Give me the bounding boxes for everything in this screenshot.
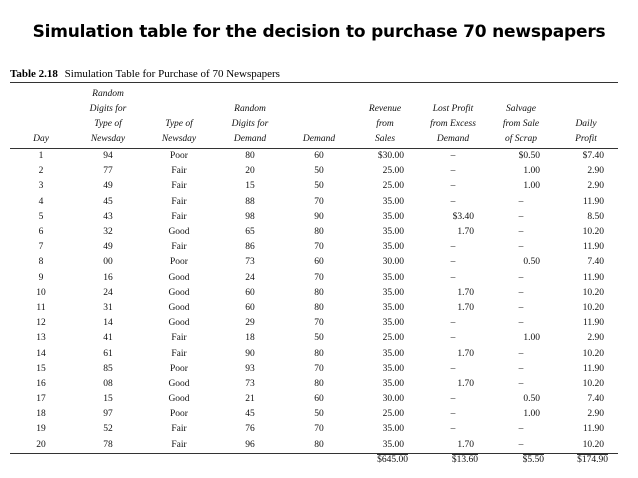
table-cell: 80: [314, 348, 324, 359]
table-row: [10, 438, 618, 454]
table-row: [10, 179, 618, 194]
table-cell: 25.00: [382, 409, 404, 420]
table-cell: –: [518, 287, 524, 298]
table-cell: 61: [103, 348, 113, 359]
table-cell: 1.70: [418, 438, 488, 454]
table-row: [10, 362, 618, 377]
table-row: [10, 195, 618, 210]
table-cell: –: [518, 424, 524, 435]
table-row: [10, 316, 618, 331]
table-cell: –: [450, 394, 456, 405]
totals-row: [10, 453, 618, 466]
total-cell: [554, 453, 618, 466]
table-cell: 1.70: [457, 287, 474, 298]
table-cell: Fair: [171, 424, 187, 435]
table-cell: Fair: [171, 196, 187, 207]
table-cell: 10.20: [582, 302, 604, 313]
table-row: [10, 164, 618, 179]
table-cell: 10.20: [554, 438, 618, 454]
table-cell: 5: [38, 211, 44, 222]
column-header: [72, 83, 144, 149]
table-cell: –: [518, 196, 524, 207]
table-cell: 32: [103, 227, 113, 238]
table-cell: 35.00: [382, 196, 404, 207]
column-header-line: Salvage: [505, 104, 537, 114]
table-cell: 52: [103, 424, 113, 435]
table-cell: 6: [38, 227, 44, 238]
table-cell: –: [518, 211, 524, 222]
table-cell: 08: [103, 378, 113, 389]
column-header: [286, 83, 352, 149]
column-header-line: Daily: [575, 119, 597, 129]
simulation-table: [10, 82, 618, 466]
table-cell: $7.40: [582, 151, 604, 162]
table-row: [10, 255, 618, 270]
table-row: [10, 301, 618, 316]
column-header-line: Demand: [233, 134, 267, 144]
table-cell: Good: [168, 318, 190, 329]
table-cell: 10.20: [582, 348, 604, 359]
table-cell: –: [450, 196, 456, 207]
table-cell: 43: [103, 211, 113, 222]
table-cell: –: [450, 424, 456, 435]
table-cell: –: [518, 242, 524, 253]
table-header-row: [10, 83, 618, 149]
table-cell: –: [450, 272, 456, 283]
column-header-line: Sales: [374, 134, 396, 144]
column-header-line: Newsday: [161, 134, 197, 144]
table-cell: 41: [103, 333, 113, 344]
column-header: [488, 83, 554, 149]
table-cell: 8: [38, 257, 44, 268]
table-cell: 14: [103, 318, 113, 329]
column-header-line: from Excess: [430, 119, 476, 129]
table-cell: 2.90: [587, 333, 604, 344]
table-cell: Good: [168, 378, 190, 389]
column-header-line: from Sale: [502, 119, 540, 129]
table-cell: 4: [38, 196, 44, 207]
column-header: [554, 83, 618, 149]
table-cell: Fair: [171, 333, 187, 344]
column-header-line: Random: [92, 89, 124, 99]
table-cell: Good: [168, 272, 190, 283]
table-cell: –: [450, 318, 456, 329]
table-cell: 1.00: [523, 166, 540, 177]
table-cell: –: [488, 438, 554, 454]
table-cell: 60: [314, 394, 324, 405]
table-cell: 11.90: [582, 242, 604, 253]
table-cell: 35.00: [382, 348, 404, 359]
table-cell: 50: [314, 333, 324, 344]
table-cell: 14: [36, 348, 46, 359]
table-cell: 20: [245, 166, 255, 177]
table-cell: 88: [245, 196, 255, 207]
table-cell: –: [450, 151, 456, 162]
table-caption-text: Simulation Table for Purchase of 70 Newspapers: [64, 68, 280, 80]
table-cell: 90: [245, 348, 255, 359]
column-header-line: Digits for: [231, 119, 269, 129]
table-cell: Good: [168, 302, 190, 313]
table-cell: –: [518, 318, 524, 329]
table-cell: 78: [72, 438, 144, 454]
table-cell: 1.70: [457, 378, 474, 389]
table-cell: 80: [314, 287, 324, 298]
table-cell: –: [450, 409, 456, 420]
table-cell: 11.90: [582, 196, 604, 207]
table-cell: 70: [314, 196, 324, 207]
table-cell: 20: [10, 438, 72, 454]
table-cell: 25.00: [382, 333, 404, 344]
table-cell: 49: [103, 242, 113, 253]
table-cell: 10: [36, 287, 46, 298]
table-cell: 16: [103, 272, 113, 283]
table-cell: 65: [245, 227, 255, 238]
table-cell: 80: [314, 378, 324, 389]
table-cell: 90: [314, 211, 324, 222]
table-row: [10, 225, 618, 240]
table-cell: Good: [168, 394, 190, 405]
column-header: [418, 83, 488, 149]
table-cell: 60: [314, 257, 324, 268]
table-cell: –: [450, 166, 456, 177]
table-cell: 35.00: [382, 287, 404, 298]
table-cell: 11.90: [582, 318, 604, 329]
table-cell: 60: [245, 287, 255, 298]
table-cell: 35.00: [382, 211, 404, 222]
table-cell: $0.50: [518, 151, 540, 162]
table-cell: Poor: [170, 151, 188, 162]
total-cell: [144, 453, 214, 466]
column-header-line: Type of: [94, 119, 122, 129]
table-cell: 70: [314, 318, 324, 329]
table-cell: 30.00: [382, 394, 404, 405]
table-cell: 35.00: [382, 272, 404, 283]
table-cell: 18: [36, 409, 46, 420]
total-value: $5.50: [522, 454, 544, 465]
table-cell: 1: [38, 151, 44, 162]
total-cell: [418, 453, 488, 466]
column-header: [352, 83, 418, 149]
table-cell: 10.20: [582, 287, 604, 298]
column-header-line: Demand: [302, 134, 336, 144]
table-cell: 70: [314, 363, 324, 374]
table-row: [10, 407, 618, 422]
table-cell: 10.20: [582, 227, 604, 238]
table-cell: Fair: [171, 348, 187, 359]
table-cell: Good: [168, 227, 190, 238]
table-cell: 21: [245, 394, 255, 405]
table-cell: Fair: [144, 438, 214, 454]
table-cell: 80: [314, 302, 324, 313]
column-header-line: Random: [234, 104, 266, 114]
table-row: [10, 271, 618, 286]
table-cell: 45: [245, 409, 255, 420]
table-cell: 1.00: [523, 181, 540, 192]
table-cell: 73: [245, 257, 255, 268]
table-caption-label: Table 2.18: [10, 68, 58, 80]
total-value: $174.90: [577, 454, 608, 465]
table-cell: 24: [103, 287, 113, 298]
table-cell: 35.00: [382, 363, 404, 374]
table-cell: –: [518, 378, 524, 389]
table-cell: 11.90: [582, 424, 604, 435]
table-cell: –: [450, 242, 456, 253]
table-cell: 30.00: [382, 257, 404, 268]
table-cell: 35.00: [382, 242, 404, 253]
column-header: [10, 83, 72, 149]
column-header: [144, 83, 214, 149]
total-cell: [286, 453, 352, 466]
table-row: [10, 210, 618, 225]
table-cell: 7: [38, 242, 44, 253]
total-cell: [72, 453, 144, 466]
table-caption: [10, 68, 280, 80]
table-row: [10, 346, 618, 361]
table-cell: 9: [38, 272, 44, 283]
table-cell: 93: [245, 363, 255, 374]
table-cell: 60: [245, 302, 255, 313]
table-cell: –: [450, 333, 456, 344]
table-cell: 13: [36, 333, 46, 344]
table-cell: 1.00: [523, 409, 540, 420]
table-cell: 00: [103, 257, 113, 268]
column-header-line: of Scrap: [505, 134, 537, 144]
table-cell: 80: [314, 227, 324, 238]
column-header-line: from: [376, 119, 394, 129]
table-cell: –: [450, 257, 456, 268]
table-row: [10, 392, 618, 407]
column-header-line: Profit: [575, 134, 597, 144]
table-cell: 16: [36, 378, 46, 389]
table-cell: 70: [314, 424, 324, 435]
table-cell: 80: [245, 151, 255, 162]
table-cell: 15: [36, 363, 46, 374]
table-cell: Fair: [171, 211, 187, 222]
table-cell: 98: [245, 211, 255, 222]
table-cell: 10.20: [582, 378, 604, 389]
table-cell: 15: [103, 394, 113, 405]
column-header-line: Day: [33, 134, 49, 144]
table-cell: 1.70: [457, 227, 474, 238]
table-cell: 11.90: [582, 272, 604, 283]
table-cell: 35.00: [382, 424, 404, 435]
table-cell: Fair: [171, 242, 187, 253]
table-cell: 50: [314, 409, 324, 420]
table-cell: 1.00: [523, 333, 540, 344]
table-cell: 45: [103, 196, 113, 207]
column-header-line: Digits for: [89, 104, 127, 114]
table-cell: 2: [38, 166, 44, 177]
table-cell: Fair: [171, 181, 187, 192]
table-cell: 96: [214, 438, 286, 454]
column-header-line: Demand: [436, 134, 470, 144]
table-cell: 50: [314, 181, 324, 192]
table-cell: 73: [245, 378, 255, 389]
table-cell: 50: [314, 166, 324, 177]
table-cell: –: [518, 363, 524, 374]
table-cell: 0.50: [523, 257, 540, 268]
table-cell: 86: [245, 242, 255, 253]
table-cell: 8.50: [587, 211, 604, 222]
total-value: $13.60: [451, 454, 478, 465]
table-cell: 35.00: [352, 438, 418, 454]
table-cell: 35.00: [382, 318, 404, 329]
total-cell: [10, 453, 72, 466]
column-header-line: Newsday: [90, 134, 126, 144]
table-cell: –: [518, 227, 524, 238]
column-header-line: Type of: [165, 119, 193, 129]
table-cell: 7.40: [587, 394, 604, 405]
table-cell: –: [450, 363, 456, 374]
table-cell: 77: [103, 166, 113, 177]
table-cell: 7.40: [587, 257, 604, 268]
table-cell: 18: [245, 333, 255, 344]
slide-title: Simulation table for the decision to purchase 70 newspapers: [32, 22, 606, 42]
table-cell: 31: [103, 302, 113, 313]
total-cell: [214, 453, 286, 466]
column-header-line: Revenue: [368, 104, 402, 114]
table-cell: 35.00: [382, 378, 404, 389]
table-cell: –: [518, 272, 524, 283]
table-cell: Poor: [170, 257, 188, 268]
table-row: [10, 331, 618, 346]
table-cell: 11.90: [582, 363, 604, 374]
table-cell: 29: [245, 318, 255, 329]
total-cell: [352, 453, 418, 466]
total-value: $645.00: [377, 454, 408, 465]
table-cell: 25.00: [382, 181, 404, 192]
table-cell: 97: [103, 409, 113, 420]
table-cell: 85: [103, 363, 113, 374]
table-cell: 3: [38, 181, 44, 192]
table-cell: 1.70: [457, 348, 474, 359]
table-cell: 35.00: [382, 227, 404, 238]
table-cell: 2.90: [587, 166, 604, 177]
table-cell: 35.00: [382, 302, 404, 313]
table-cell: –: [518, 302, 524, 313]
table-cell: 1.70: [457, 302, 474, 313]
table-cell: 94: [103, 151, 113, 162]
table-cell: 17: [36, 394, 46, 405]
table-cell: 2.90: [587, 409, 604, 420]
table-cell: 24: [245, 272, 255, 283]
column-header-line: Lost Profit: [432, 104, 474, 114]
table-cell: $30.00: [377, 151, 404, 162]
table-cell: 2.90: [587, 181, 604, 192]
table-cell: 15: [245, 181, 255, 192]
table-row: [10, 377, 618, 392]
table-cell: $3.40: [452, 211, 474, 222]
table-cell: Good: [168, 287, 190, 298]
table-cell: 49: [103, 181, 113, 192]
table-row: [10, 422, 618, 437]
table-cell: 70: [314, 242, 324, 253]
table-cell: 11: [36, 302, 46, 313]
table-cell: 60: [314, 151, 324, 162]
table-cell: 19: [36, 424, 46, 435]
table-row: [10, 149, 618, 165]
table-cell: 76: [245, 424, 255, 435]
table-cell: 80: [286, 438, 352, 454]
table-cell: Poor: [170, 409, 188, 420]
table-cell: 12: [36, 318, 46, 329]
table-cell: –: [450, 181, 456, 192]
table-cell: –: [518, 348, 524, 359]
total-cell: [488, 453, 554, 466]
table-cell: 70: [314, 272, 324, 283]
table-row: [10, 286, 618, 301]
table-cell: 0.50: [523, 394, 540, 405]
table-row: [10, 240, 618, 255]
table-cell: Poor: [170, 363, 188, 374]
table-cell: Fair: [171, 166, 187, 177]
table-cell: 25.00: [382, 166, 404, 177]
column-header: [214, 83, 286, 149]
table-body: [10, 149, 618, 466]
